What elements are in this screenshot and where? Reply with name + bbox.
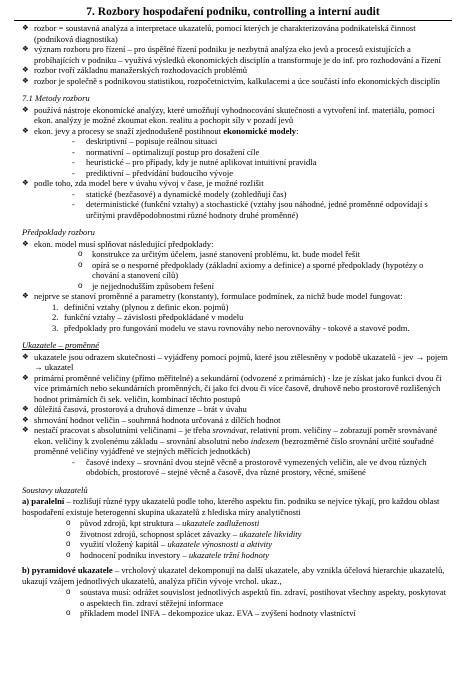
list-item: - normativní – optimalizují postup pro dosažení cíle: [70, 147, 448, 158]
list-item: ❖ rozbor je společně s podnikovou statistikou, rozpočetnictvím, kalkulacemi a úce součástí info ekonomických disciplín: [22, 76, 448, 87]
list-item: ❖ rozbor tvoří základnu manažerských rozhodovacích problémů: [22, 65, 448, 76]
steps-list: [52, 302, 448, 334]
text-span: , relativní prom. veličiny – zobrazují poměr srovnávané ekon. veličiny k zvolenému základu – srovnání absolutní nebo: [34, 425, 438, 446]
bold-term: b) pyramidové ukazatele: [22, 565, 113, 575]
paragraph-pyramid: [22, 565, 448, 586]
text-span: hodnocení podniku investory –: [80, 549, 189, 560]
time-models-list: [70, 189, 448, 221]
list-item: ❖ shrnování hodnot veličin – souhrnná hodnota určovaná z dílčích hodnot: [22, 415, 448, 426]
step-number: 1.: [52, 301, 59, 312]
list-item: [52, 302, 448, 313]
text-span: nejprve se stanoví proměnné a parametry (konstanty), formulace podmínek, za nichž bude model fungovat:: [34, 291, 403, 301]
text-span: ekon. model musí splňovat následující předpoklady:: [34, 238, 214, 249]
step-text: předpoklady pro fungování modelu ve stavu rovnováhy nebo nerovnováhy - tokové a stavové podm.: [64, 322, 410, 333]
list-item: [66, 518, 448, 529]
italic-term: ukazatele výnosnosti a aktivity: [167, 539, 273, 549]
step-text: definiční vztahy (plynou z definic ekon. pojmů): [64, 301, 229, 312]
list-item: - deterministické (funkční vztahy) a stochastické (vztahy jsou náhodné, jedné proměnné odpovídají s určitými pravděpodobnostmi různé hodnoty druhé proměnné): [70, 199, 448, 220]
list-item: ❖ význam rozboru pro řízení – pro úspěšné řízení podniku je nezbytná analýza eko jevů a procesů existujících a probíhajících v podniku – využívá výsledků ekonomických disciplín a transformuje je do inf. pro rozhodování a řízení: [22, 44, 448, 65]
indicators-list: [22, 352, 448, 478]
list-item: [66, 539, 448, 550]
section-heading-systems: Soustavy ukazatelů: [22, 484, 88, 495]
text-span: – rozlišují různé typy ukazatelů podle toho, kterého aspektu fin. podniku se nejvíce týkají, pro každou oblast hospodaření existuje heterogenní skupina ukazatelů z hlediska míry analytičnosti: [22, 496, 440, 517]
text-span: nestačí pracovat s absolutními veličinami – je třeba: [34, 425, 213, 435]
bold-term: a) paralelní: [22, 496, 65, 506]
italic-term: ukazatele tržní hodnoty: [188, 549, 270, 560]
list-item: [66, 529, 448, 540]
list-item: - deskriptivní – popisuje reálnou situaci: [70, 136, 448, 147]
list-item: ❖ rozbor = soustavná analýza a interpretace ukazatelů, pomocí kterých je charakterizována podnikatelská činnost (podniková diagnostika): [22, 23, 448, 44]
page-title: 7. Rozbory hospodaření podniku, controlling a interní audit: [14, 6, 452, 21]
conditions-list: [78, 249, 448, 291]
list-item: [22, 291, 448, 333]
list-item: ❖ ukazatele jsou odrazem skutečnosti – vyjádřeny pomocí pojmů, které jsou ztělesněny v podobě ukazatelů - jev → pojem → ukazatel: [22, 352, 448, 373]
step-number: 2.: [52, 312, 59, 322]
list-item: o příkladem model INFA – dekompozice ukaz. EVA – zvýšení hodnoty vlastníctví: [66, 608, 448, 619]
text-span: :: [296, 125, 299, 136]
list-item: [52, 312, 448, 323]
assumptions-list: [22, 239, 448, 334]
parallel-list: [66, 518, 448, 560]
text-span: podle toho, zda model bere v úvahu vývoj v čase, je možné rozlišit: [34, 178, 264, 188]
paragraph-parallel: [22, 496, 448, 517]
text-span: využití vložený kapitál –: [80, 539, 168, 549]
list-item: [52, 323, 448, 334]
text-span: ekon. jevy a procesy se snaží zjednodušeně postihnout: [34, 125, 224, 136]
list-item: - časové indexy – srovnání dvou stejně věcně a prostorově vymezených veličin, ale ve dvou různých obdobích, prostorové – stejné věcně a časově, dva různé prostory, věcné, smíšené: [70, 457, 448, 478]
italic-term: srovnávat: [212, 425, 247, 435]
list-item: - heuristické – pro případy, kdy je nutné aplikovat intuitivní pravidla: [70, 157, 448, 168]
list-item: [66, 550, 448, 561]
index-types-list: [70, 457, 448, 478]
italic-term: ukazatele likvidity: [239, 528, 302, 539]
list-item: - statické (bezčasové) a dynamické modely (zohledňují čas): [70, 189, 448, 200]
methods-list: [22, 105, 448, 221]
list-item: o opírá se o nesporné předpoklady (základní axiomy a definice) a sporné předpoklady (hypotézy o chování a stanovení cílů): [78, 260, 448, 281]
text-span: (bezrozměrné číslo srovnání určité souřadné proměnné veličiny vyjádřené ve stejných měřících jednotkách): [34, 435, 434, 456]
intro-list: [22, 23, 448, 86]
list-item: - prediktivní – předvídání budoucího vývoje: [70, 168, 448, 179]
italic-term: ukazatele zadluženosti: [182, 518, 260, 528]
step-number: 3.: [52, 322, 59, 333]
list-item: [22, 126, 448, 179]
step-text: funkční vztahy – závislosti předpokládané v modelu: [64, 312, 244, 322]
section-heading-indicators: Ukazatele – proměnné: [22, 340, 100, 350]
section-heading-methods: 7.1 Metody rozboru: [22, 93, 90, 103]
bold-term: ekonomické modely: [223, 125, 297, 136]
list-item: o soustava musí: odrážet souvislost jednotlivých aspektů fin. zdraví, postihovat všechny aspekty, poskytovat o aspektech fin. zdraví stěžejní informace: [66, 587, 448, 608]
model-types-list: [70, 136, 448, 178]
list-item: ❖ primární proměnné veličiny (přímo měřitelné) a sekundární (odvozené z primárních) - lze je získat jako funkci dvou či více primárních nebo sekundárních proměnných, či jako fci dvou či více časově, druhově nebo prostorově rozlišených hodnot primárních či sek. veličin, kombinací těchto postupů: [22, 373, 448, 405]
list-item: o je nejjednodušším způsobem řešení: [78, 281, 448, 292]
text-span: – vrcholový ukazatel dekomponují na další ukazatele, aby vznikla účelová hierarchie ukazatelů, ukazují vzájem jednotlivých ukazatelů, analýza příčin vývoje vrchol. ukaz.,: [22, 565, 445, 586]
list-item: [22, 239, 448, 292]
list-item: ❖ důležitá časová, prostorová a druhová dimenze – brát v úvahu: [22, 404, 448, 415]
italic-term: indexem: [250, 435, 280, 446]
list-item: o konstrukce za určitým účelem, jasné stanovení problému, kt. bude model řešit: [78, 249, 448, 260]
section-heading-assumptions: Předpoklady rozboru: [22, 227, 95, 237]
pyramid-list: [66, 587, 448, 619]
list-item: ❖ používá nástroje ekonomické analýzy, které umožňují vyhodnocování skutečnosti a vytvoření inf. materiálu, pomocí ekon. analýzy je možné zkoumat ekon. realitu a pochopit síly v pozadí jevů: [22, 105, 448, 126]
text-span: životnost zdrojů, schopnost splácet závazky –: [80, 528, 240, 539]
list-item: [22, 425, 448, 478]
list-item: [22, 178, 448, 220]
text-span: původ zdrojů, kpt struktura –: [80, 518, 183, 528]
